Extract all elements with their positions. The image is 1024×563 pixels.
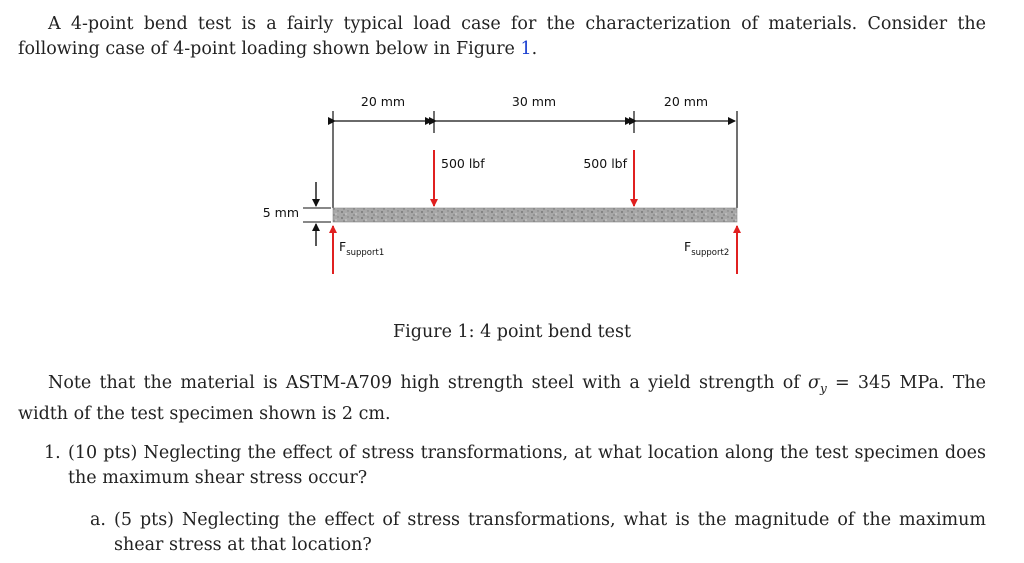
dim-label-right: 20 mm: [663, 94, 709, 109]
support1-label: [339, 239, 384, 258]
intro-text: A 4-point bend test is a fairly typical load case for the characterization of materials. Consider the following case of 4-point loading shown below in Figure: [18, 14, 986, 59]
question-1a-number: a.: [90, 510, 106, 530]
sigma-letter: σ: [807, 373, 820, 393]
support2-label: [684, 239, 729, 258]
load-label-left: 500 lbf: [441, 156, 485, 171]
sigma-symbol: [807, 373, 827, 396]
question-1-number: 1.: [44, 443, 61, 463]
support1-label-sub: support1: [346, 248, 385, 258]
note-paragraph: [18, 371, 986, 427]
note-text-end: = 345 MPa. The width of the test specimen shown is 2 cm.: [18, 373, 986, 424]
question-1a: [90, 508, 986, 558]
dim-label-left: 20 mm: [360, 94, 406, 109]
load-label-right: 500 lbf: [583, 156, 627, 171]
question-1a-text: (5 pts) Neglecting the effect of stress transformations, what is the magnitude of the maximum shear stress at that location?: [114, 510, 986, 555]
intro-end: .: [531, 39, 538, 59]
beam-specimen: [333, 208, 737, 222]
support2-label-main: F: [684, 239, 692, 254]
figure-reference-link[interactable]: 1: [520, 39, 532, 59]
support1-label-main: F: [339, 239, 347, 254]
question-1: [44, 441, 986, 491]
dim-label-middle: 30 mm: [511, 94, 557, 109]
support2-label-sub: support2: [691, 248, 730, 258]
figure-caption: Figure 1: 4 point bend test: [393, 322, 631, 342]
sigma-subscript: y: [819, 381, 827, 396]
note-text: Note that the material is ASTM-A709 high strength steel with a yield strength of: [48, 373, 808, 393]
question-1-text: (10 pts) Neglecting the effect of stress transformations, at what location along the test specimen does the maximum shear stress occur?: [68, 443, 986, 488]
thickness-label: 5 mm: [262, 205, 299, 220]
